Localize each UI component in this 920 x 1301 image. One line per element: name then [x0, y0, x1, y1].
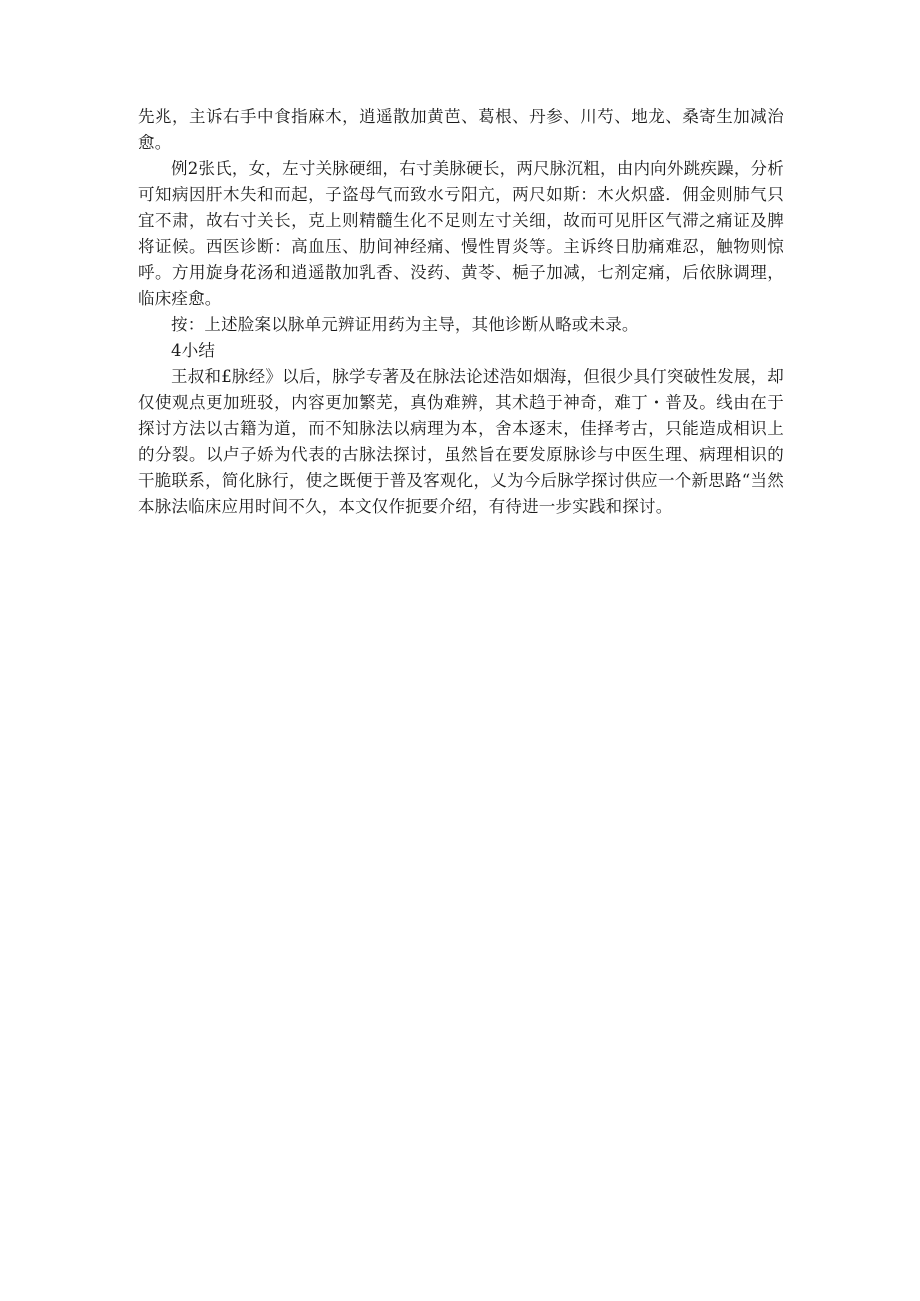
- case-1-continuation: 先兆，主诉右手中食指麻木，逍遥散加黄芭、葛根、丹参、川芍、地龙、桑寄生加减治愈。: [138, 107, 784, 152]
- case-2-paragraph: 例2张氏，女，左寸关脉硬细，右寸美脉硬长，两尺脉沉粗，由内向外跳疾躁，分析可知病因肝木失和而起，子盗母气而致水亏阳亢，两尺如斯：木火炽盛．佣金则肺气只宜不肃，故右寸关长，克上则精髓生化不足则左寸关细，故而可见肝区气滞之痛证及脾将证候。西医诊断：高血压、肋间神经痛、慢性胃炎等。主诉终日肋痛难忍，触物则惊呼。方用旋身花汤和逍遥散加乳香、没药、黄苓、梔子加减，七剂定痛，后依脉调理，临床痊愈。: [138, 159, 784, 308]
- section-heading: 4小结: [171, 341, 216, 360]
- document-body: [138, 104, 784, 520]
- summary-paragraph: 王叔和£脉经》以后，脉学专著及在脉法论述浩如烟海，但很少具仃突破性发展，却仅使观点更加班驳，内容更加繁芜，真伪难辨，其术趋于神奇，难丁・普及。线由在于探讨方法以古籍为道，而不知脉法以病理为本，舍本逐末，佳择考古，只能造成相识上的分裂。以卢子娇为代表的古脉法探讨，虽然旨在要发原脉诊与中医生理、病理相识的干脆联系，简化脉行，使之既便于普及客观化，乂为今后脉学探讨供应一个新思路“当然本脉法临床应用时间不久，本文仅作扼要介绍，有待进一步实践和探讨。: [138, 367, 784, 516]
- note-paragraph: 按：上述脸案以脉单元辨证用药为主导，其他诊断从略或未录。: [171, 315, 639, 334]
